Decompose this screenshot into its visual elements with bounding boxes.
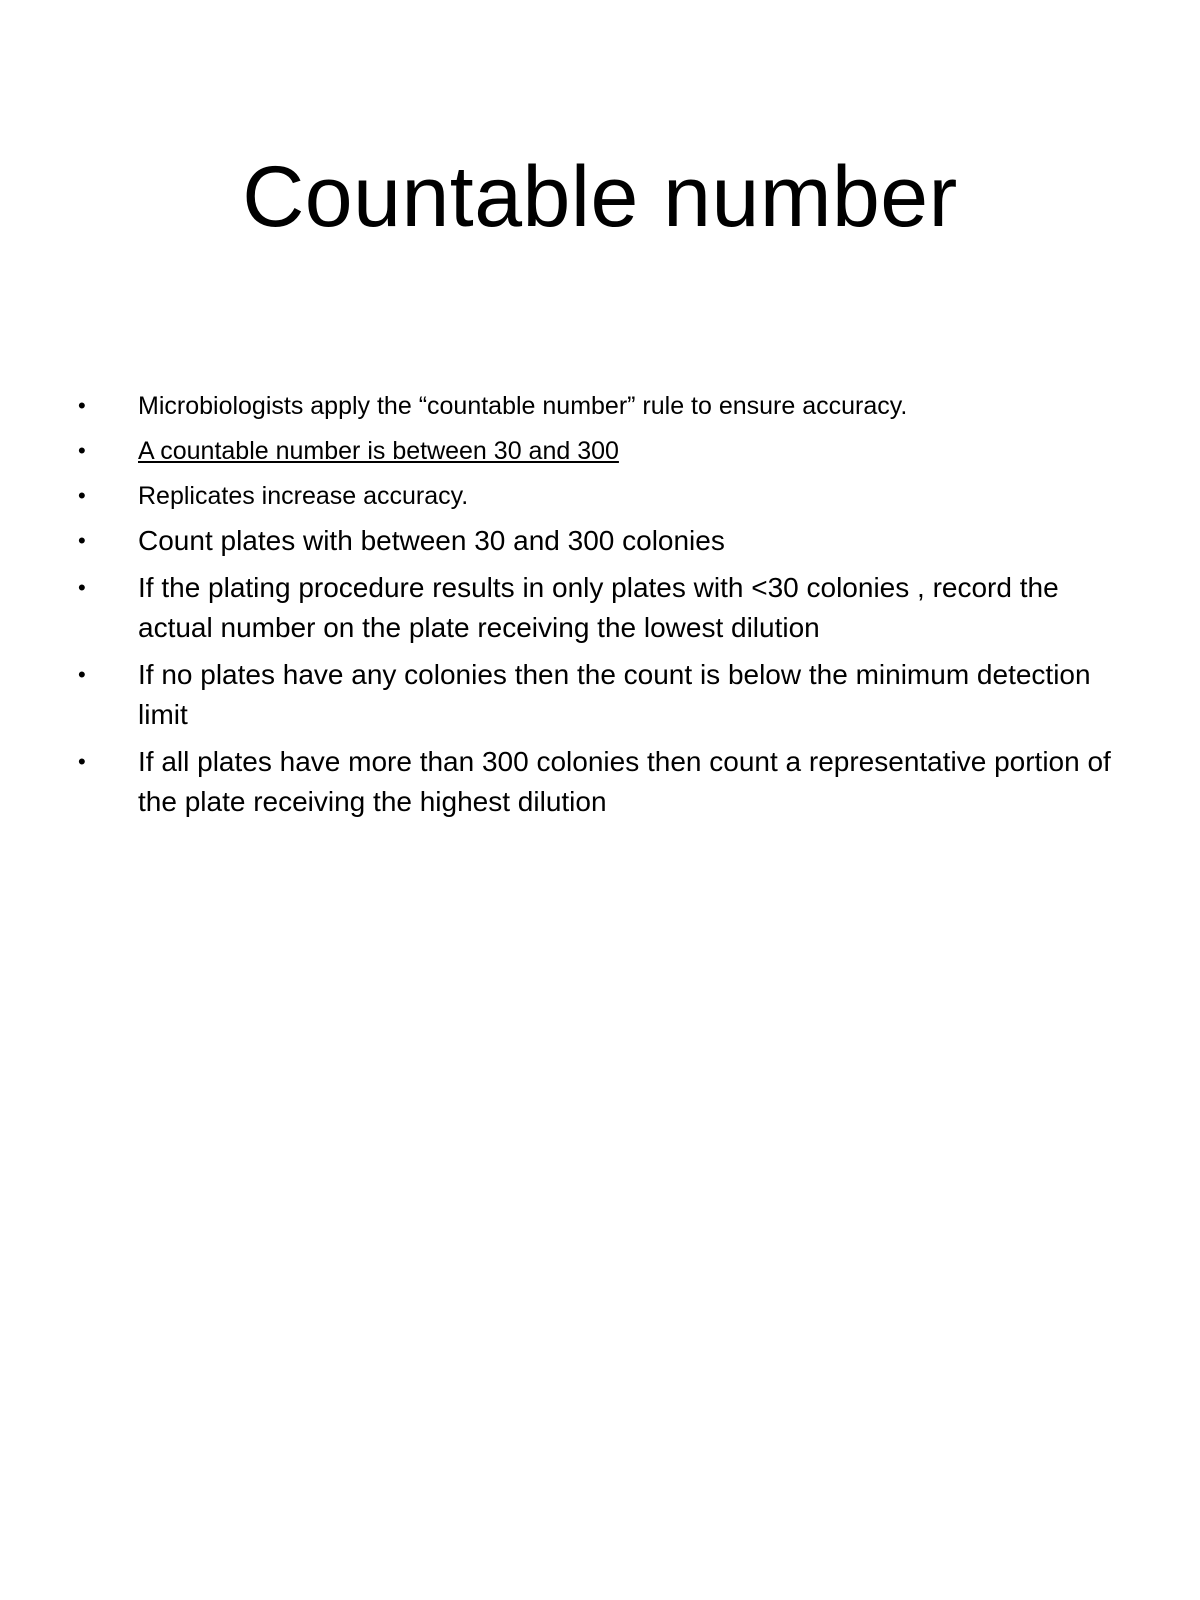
- bullet-list: [78, 386, 1128, 829]
- bullet-item: [78, 568, 1128, 648]
- bullet-item: [78, 431, 1128, 471]
- bullet-text: Count plates with between 30 and 300 colonies: [138, 525, 725, 556]
- bullet-dot: •: [78, 749, 86, 774]
- bullet-dot: •: [78, 528, 86, 553]
- bullet-item: [78, 476, 1128, 516]
- bullet-dot: •: [78, 483, 86, 508]
- bullet-dot: •: [78, 438, 86, 463]
- bullet-dot: •: [78, 662, 86, 687]
- bullet-text: Microbiologists apply the “countable number” rule to ensure accuracy.: [138, 392, 908, 420]
- bullet-item: [78, 386, 1128, 426]
- bullet-text: Replicates increase accuracy.: [138, 482, 469, 510]
- bullet-text: If all plates have more than 300 colonies then count a representative portion of the plate receiving the highest dilution: [138, 746, 1111, 817]
- bullet-item: [78, 742, 1128, 822]
- bullet-dot: •: [78, 393, 86, 418]
- slide-title: Countable number: [242, 149, 958, 245]
- bullet-dot: •: [78, 575, 86, 600]
- bullet-item: [78, 521, 1128, 561]
- bullet-item: [78, 655, 1128, 735]
- bullet-text: If the plating procedure results in only plates with <30 colonies , record the actual number on the plate receiving the lowest dilution: [138, 572, 1059, 643]
- bullet-text: If no plates have any colonies then the count is below the minimum detection limit: [138, 659, 1091, 730]
- bullet-text-underlined: A countable number is between 30 and 300: [138, 437, 619, 465]
